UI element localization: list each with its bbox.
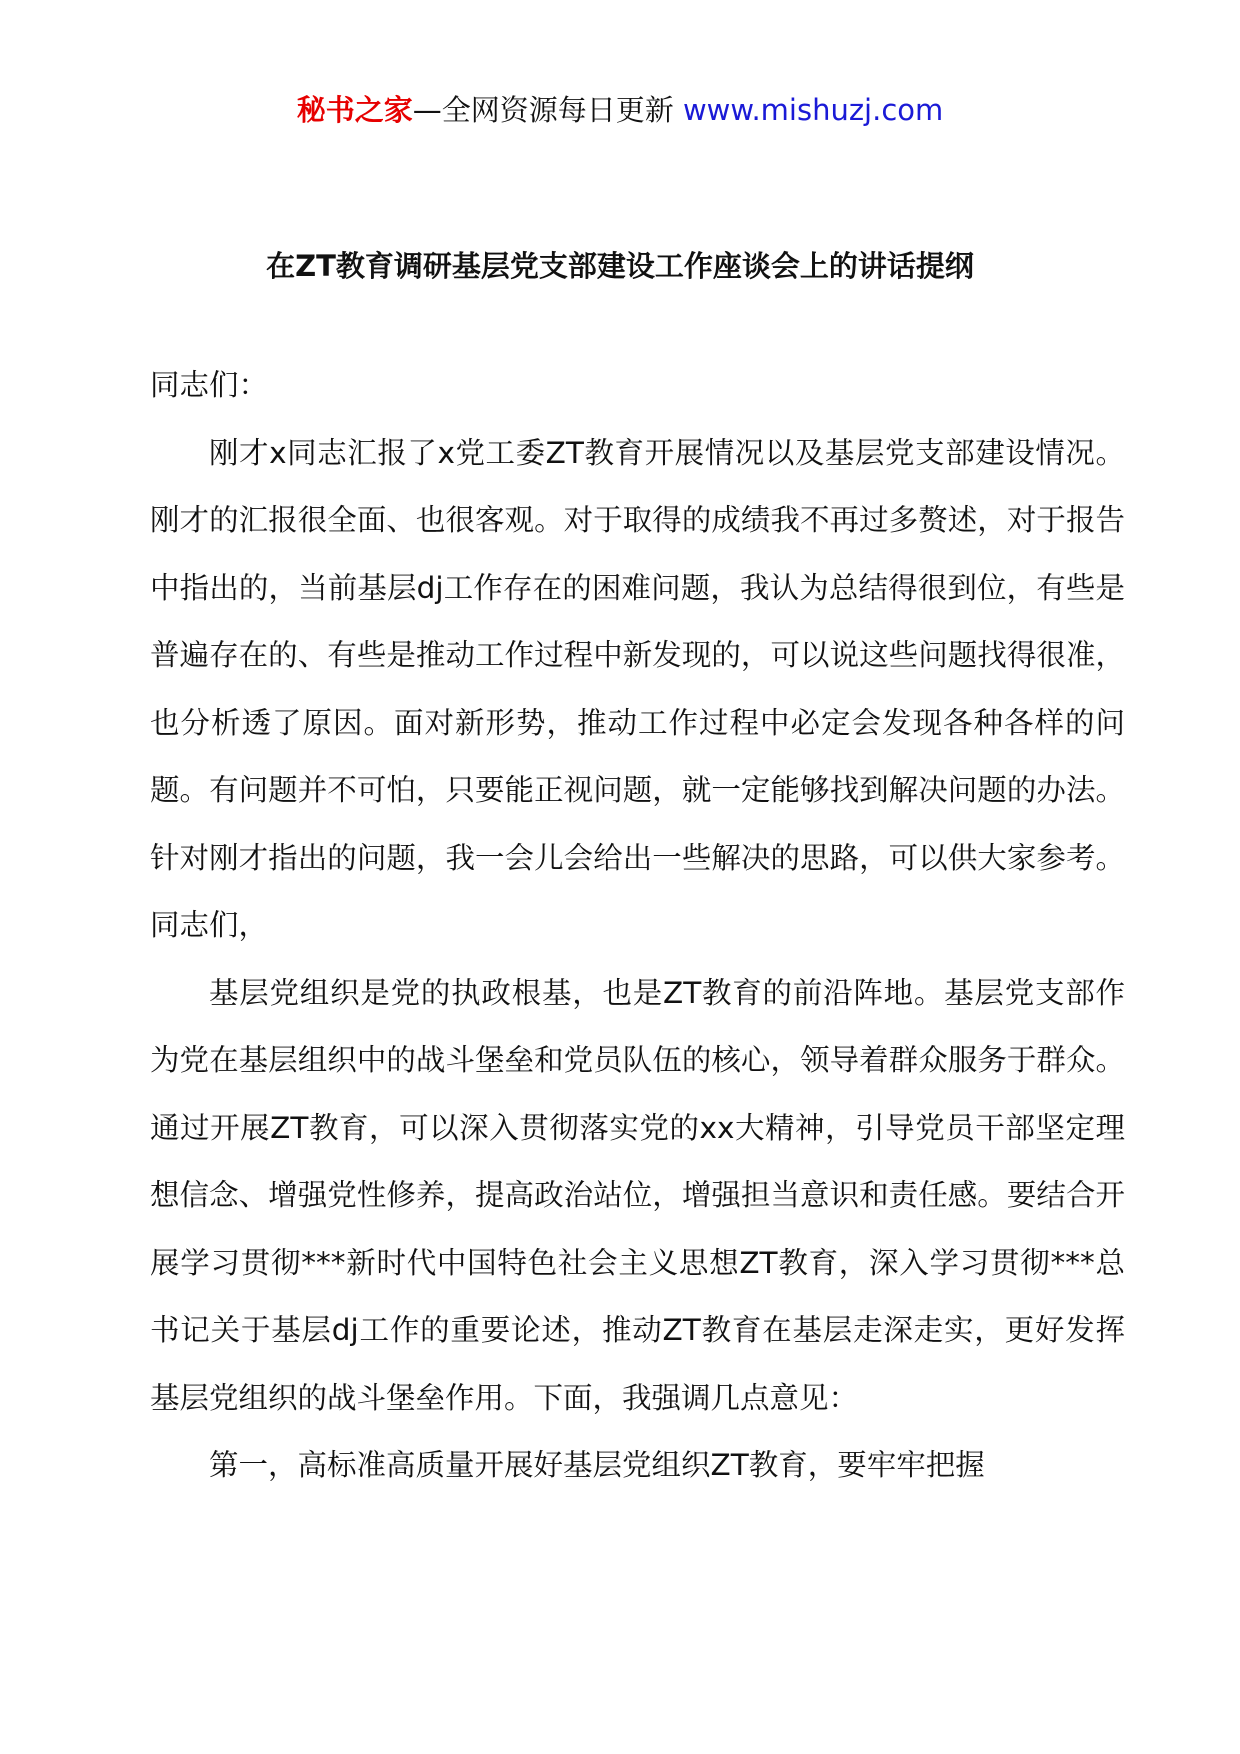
body-paragraph: 刚才x同志汇报了x党工委ZT教育开展情况以及基层党支部建设情况。刚才的汇报很全面、也很客观。对于取得的成绩我不再过多赘述，对于报告中指出的，当前基层dj工作存在的困难问题，我认为总结得很到位，有些是普遍存在的、有些是推动工作过程中新发现的，可以说这些问题找得很准，也分析透了原因。面对新形势，推动工作过程中必定会发现各种各样的问题。有问题并不可怕，只要能正视问题，就一定能够找到解决问题的办法。针对刚才指出的问题，我一会儿会给出一些解决的思路，可以供大家参考。同志们， [150,435,1125,942]
site-header [0,90,1240,130]
site-tagline: —全网资源每日更新 [412,93,683,127]
site-brand: 秘书之家 [296,93,413,127]
body-paragraph: 第一，高标准高质量开展好基层党组织ZT教育，要牢牢把握 [209,1448,985,1482]
body-paragraph: 基层党组织是党的执政根基，也是ZT教育的前沿阵地。基层党支部作为党在基层组织中的战斗堡垒和党员队伍的核心，领导着群众服务于群众。通过开展ZT教育，可以深入贯彻落实党的xx大精神，引导党员干部坚定理想信念、增强党性修养，提高政治站位，增强担当意识和责任感。要结合开展学习贯彻***新时代中国特色社会主义思想ZT教育，深入学习贯彻***总书记关于基层dj工作的重要论述，推动ZT教育在基层走深走实，更好发挥基层党组织的战斗堡垒作用。下面，我强调几点意见： [150,975,1125,1415]
document-body [150,352,1125,1500]
greeting: 同志们： [150,368,269,402]
document-title: 在ZT教育调研基层党支部建设工作座谈会上的讲话提纲 [266,249,974,283]
site-url-link[interactable]: www.mishuzj.com [682,93,944,127]
